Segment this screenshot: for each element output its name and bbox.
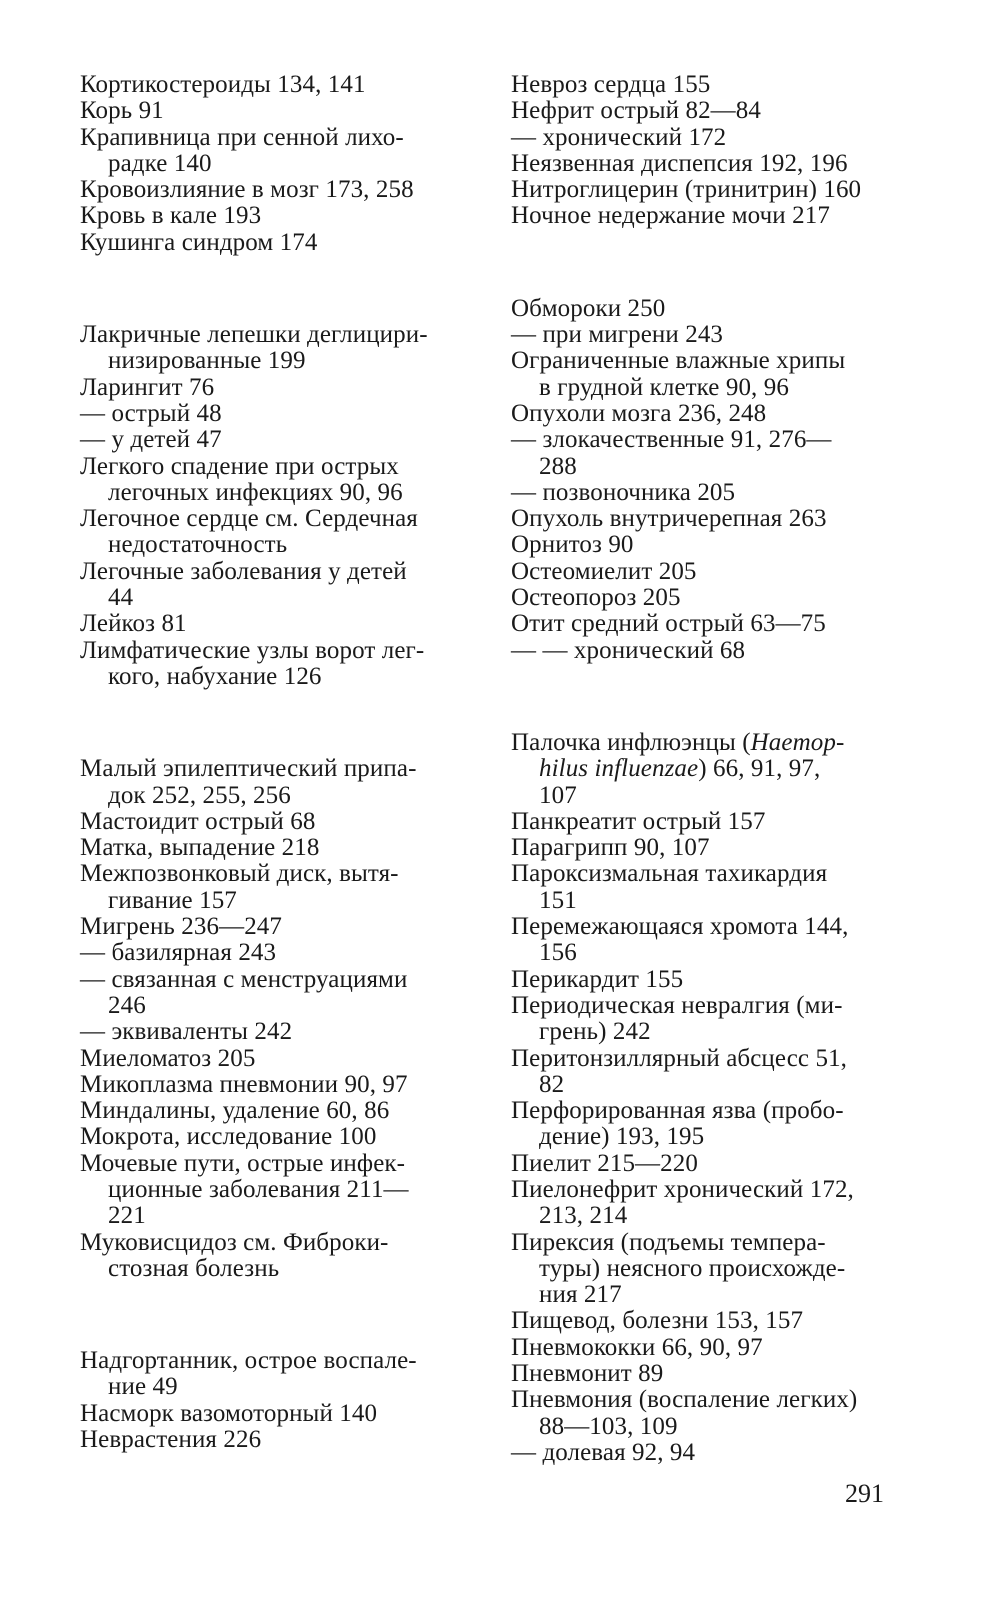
entry-text: Отит средний острый 63—75 bbox=[511, 610, 826, 638]
index-entry bbox=[511, 861, 903, 914]
entry-text: Муковисцидоз см. Фиброки- bbox=[80, 1228, 389, 1256]
index-entry bbox=[511, 1177, 903, 1230]
entry-continuation: 156 bbox=[539, 939, 577, 967]
entry-continuation: гивание 157 bbox=[108, 886, 237, 914]
entry-text: — при мигрени 243 bbox=[511, 321, 724, 349]
entry-continuation: кого, набухание 126 bbox=[108, 662, 322, 690]
entry-text: Кушинга синдром 174 bbox=[80, 228, 318, 256]
index-group-p bbox=[511, 730, 903, 1466]
index-entry bbox=[511, 203, 903, 229]
entry-text: Малый эпилептический припа- bbox=[80, 755, 417, 783]
index-entry bbox=[80, 1230, 472, 1283]
index-entry bbox=[80, 177, 472, 203]
entry-text: Корь 91 bbox=[80, 97, 164, 125]
entry-continuation: 246 bbox=[108, 991, 146, 1019]
entry-text: Кровоизлияние в мозг 173, 258 bbox=[80, 176, 414, 204]
entry-continuation: 221 bbox=[108, 1202, 146, 1230]
index-entry bbox=[80, 322, 472, 375]
entry-text: Пневмонит 89 bbox=[511, 1360, 664, 1388]
index-entry bbox=[511, 506, 903, 532]
index-entry bbox=[80, 1348, 472, 1401]
page-number: 291 bbox=[845, 1479, 884, 1508]
entry-continuation: 288 bbox=[539, 452, 577, 480]
index-entry bbox=[80, 98, 472, 124]
entry-text: Лакричные лепешки деглицири- bbox=[80, 321, 428, 349]
index-entry bbox=[80, 427, 472, 453]
index-group-n-cont bbox=[511, 72, 903, 230]
index-group-o bbox=[511, 296, 903, 664]
index-entry bbox=[80, 454, 472, 507]
entry-continuation: 151 bbox=[539, 886, 577, 914]
index-entry bbox=[80, 914, 472, 940]
entry-text: Пиелит 215—220 bbox=[511, 1149, 698, 1177]
entry-continuation: ния 217 bbox=[539, 1281, 622, 1309]
index-entry bbox=[80, 230, 472, 256]
entry-text: Периодическая невралгия (ми- bbox=[511, 991, 843, 1019]
entry-text: — долевая 92, 94 bbox=[511, 1438, 696, 1466]
entry-text: — эквиваленты 242 bbox=[80, 1018, 293, 1046]
entry-text: Ларингит 76 bbox=[80, 373, 215, 401]
entry-continuation bbox=[511, 756, 903, 782]
index-entry bbox=[511, 322, 903, 348]
entry-text: Орнитоз 90 bbox=[511, 531, 634, 559]
index-entry bbox=[511, 1387, 903, 1440]
entry-text: Опухоль внутричерепная 263 bbox=[511, 505, 827, 533]
index-entry bbox=[80, 1046, 472, 1072]
entry-text: Лейкоз 81 bbox=[80, 610, 187, 638]
entry-continuation: дение) 193, 195 bbox=[539, 1123, 705, 1151]
index-column-left bbox=[80, 72, 472, 1519]
entry-text: Парагрипп 90, 107 bbox=[511, 834, 710, 862]
index-entry bbox=[511, 1151, 903, 1177]
entry-text: Легкого спадение при острых bbox=[80, 452, 399, 480]
entry-continuation: легочных инфекциях 90, 96 bbox=[108, 478, 403, 506]
entry-continuation: ние 49 bbox=[108, 1373, 178, 1401]
entry-text: — базилярная 243 bbox=[80, 939, 277, 967]
index-entry bbox=[80, 809, 472, 835]
entry-text: Неврастения 226 bbox=[80, 1426, 262, 1454]
entry-text: Обмороки 250 bbox=[511, 294, 666, 322]
entry-continuation: 88—103, 109 bbox=[539, 1412, 678, 1440]
index-entry bbox=[511, 151, 903, 177]
index-entry bbox=[80, 1124, 472, 1150]
index-column-right bbox=[511, 72, 903, 1532]
entry-italic-text: hilus influenzae bbox=[539, 755, 699, 783]
entry-text: Нитроглицерин (тринитрин) 160 bbox=[511, 176, 862, 204]
entry-text: Пирексия (подъемы темпера- bbox=[511, 1228, 826, 1256]
entry-continuation: в грудной клетке 90, 96 bbox=[539, 373, 789, 401]
index-group-n bbox=[80, 1348, 472, 1453]
index-entry bbox=[80, 940, 472, 966]
index-entry bbox=[80, 1098, 472, 1124]
entry-text: Миндалины, удаление 60, 86 bbox=[80, 1097, 390, 1125]
entry-text: Неязвенная диспепсия 192, 196 bbox=[511, 149, 848, 177]
index-entry bbox=[511, 1361, 903, 1387]
index-entry bbox=[80, 559, 472, 612]
index-entry bbox=[80, 1072, 472, 1098]
index-group-l bbox=[80, 322, 472, 690]
index-group-k bbox=[80, 72, 472, 256]
entry-text: Пищевод, болезни 153, 157 bbox=[511, 1307, 804, 1335]
entry-text: Невроз сердца 155 bbox=[511, 71, 711, 98]
entry-text: Пневмония (воспаление легких) bbox=[511, 1386, 858, 1414]
entry-continuation: 107 bbox=[539, 781, 577, 809]
entry-text: Насморк вазомоторный 140 bbox=[80, 1399, 378, 1427]
index-entry bbox=[511, 401, 903, 427]
index-entry bbox=[511, 1098, 903, 1151]
index-entry bbox=[511, 914, 903, 967]
index-entry bbox=[511, 1335, 903, 1361]
entry-italic-text: Haemop- bbox=[750, 728, 845, 756]
entry-text: Ограниченные влажные хрипы bbox=[511, 347, 846, 375]
entry-text: Крапивница при сенной лихо- bbox=[80, 123, 404, 151]
entry-text: — хронический 172 bbox=[511, 123, 727, 151]
index-entry bbox=[511, 72, 903, 98]
index-entry bbox=[511, 835, 903, 861]
entry-text: Пароксизмальная тахикардия bbox=[511, 860, 828, 888]
entry-text: Опухоли мозга 236, 248 bbox=[511, 399, 767, 427]
entry-text: — у детей 47 bbox=[80, 426, 222, 454]
index-entry bbox=[80, 861, 472, 914]
entry-text: Матка, выпадение 218 bbox=[80, 834, 320, 862]
entry-continuation: 44 bbox=[108, 584, 134, 612]
entry-text: Легочные заболевания у детей bbox=[80, 557, 407, 585]
index-entry bbox=[80, 967, 472, 1020]
entry-text: ) 66, 91, 97, bbox=[698, 755, 821, 783]
entry-text: Мигрень 236—247 bbox=[80, 913, 282, 941]
entry-text: Пневмококки 66, 90, 97 bbox=[511, 1333, 763, 1361]
entry-text: Палочка инфлюэнцы ( bbox=[511, 728, 751, 756]
entry-text: Пиелонефрит хронический 172, bbox=[511, 1175, 854, 1203]
index-entry bbox=[80, 203, 472, 229]
index-entry bbox=[511, 1308, 903, 1334]
entry-continuation: радке 140 bbox=[108, 149, 212, 177]
index-entry bbox=[80, 835, 472, 861]
entry-text: Легочное сердце см. Сердечная bbox=[80, 505, 418, 533]
entry-continuation: 213, 214 bbox=[539, 1202, 628, 1230]
entry-continuation: 82 bbox=[539, 1070, 565, 1098]
index-entry bbox=[80, 1427, 472, 1453]
entry-text: Мастоидит острый 68 bbox=[80, 807, 316, 835]
index-entry bbox=[511, 532, 903, 558]
index-entry bbox=[80, 401, 472, 427]
entry-text: Перитонзиллярный абсцесс 51, bbox=[511, 1044, 848, 1072]
entry-text: Микоплазма пневмонии 90, 97 bbox=[80, 1070, 408, 1098]
index-entry bbox=[80, 1401, 472, 1427]
entry-text: — связанная с менструациями bbox=[80, 965, 408, 993]
index-entry bbox=[511, 559, 903, 585]
index-entry bbox=[80, 1151, 472, 1230]
index-entry bbox=[511, 1046, 903, 1099]
index-entry bbox=[80, 638, 472, 691]
entry-text: Лимфатические узлы ворот лег- bbox=[80, 636, 425, 664]
entry-text: Остеомиелит 205 bbox=[511, 557, 697, 585]
entry-text: Ночное недержание мочи 217 bbox=[511, 202, 830, 230]
entry-text: Мокрота, исследование 100 bbox=[80, 1123, 377, 1151]
entry-text: — острый 48 bbox=[80, 399, 222, 427]
entry-continuation: недостаточность bbox=[108, 531, 288, 559]
index-entry bbox=[80, 611, 472, 637]
entry-text: Надгортанник, острое воспале- bbox=[80, 1347, 417, 1375]
index-entry bbox=[511, 638, 903, 664]
entry-text: Миеломатоз 205 bbox=[80, 1044, 256, 1072]
entry-text: Кортикостероиды 134, 141 bbox=[80, 71, 366, 98]
entry-text: Панкреатит острый 157 bbox=[511, 807, 766, 835]
entry-text: Нефрит острый 82—84 bbox=[511, 97, 761, 125]
entry-continuation: низированные 199 bbox=[108, 347, 306, 375]
index-entry bbox=[80, 756, 472, 809]
index-entry bbox=[80, 506, 472, 559]
entry-text: Перемежающаяся хромота 144, bbox=[511, 913, 849, 941]
index-entry bbox=[511, 480, 903, 506]
index-entry bbox=[511, 296, 903, 322]
index-entry bbox=[511, 585, 903, 611]
index-entry bbox=[80, 375, 472, 401]
entry-text: Кровь в кале 193 bbox=[80, 202, 262, 230]
entry-text: — позвоночника 205 bbox=[511, 478, 736, 506]
index-entry bbox=[511, 809, 903, 835]
entry-continuation: ционные заболевания 211— bbox=[108, 1175, 409, 1203]
entry-continuation: туры) неясного происхожде- bbox=[539, 1254, 846, 1282]
index-entry bbox=[511, 611, 903, 637]
entry-text: Перфорированная язва (пробо- bbox=[511, 1097, 844, 1125]
entry-text: — злокачественные 91, 276— bbox=[511, 426, 832, 454]
index-entry bbox=[511, 730, 903, 809]
entry-text: Перикардит 155 bbox=[511, 965, 684, 993]
entry-text: — — хронический 68 bbox=[511, 636, 746, 664]
entry-text: Мочевые пути, острые инфек- bbox=[80, 1149, 406, 1177]
entry-text: Остеопороз 205 bbox=[511, 584, 681, 612]
index-entry bbox=[511, 177, 903, 203]
entry-text: Межпозвонковый диск, вытя- bbox=[80, 860, 399, 888]
entry-continuation: стозная болезнь bbox=[108, 1254, 280, 1282]
index-group-m bbox=[80, 756, 472, 1282]
index-entry bbox=[511, 98, 903, 124]
index-entry bbox=[511, 1230, 903, 1309]
entry-continuation: док 252, 255, 256 bbox=[108, 781, 291, 809]
index-entry bbox=[511, 967, 903, 993]
index-entry bbox=[511, 348, 903, 401]
index-entry bbox=[511, 125, 903, 151]
index-entry bbox=[511, 1440, 903, 1466]
index-entry bbox=[511, 993, 903, 1046]
entry-continuation: грень) 242 bbox=[539, 1018, 651, 1046]
index-entry bbox=[80, 1019, 472, 1045]
index-entry bbox=[80, 72, 472, 98]
index-entry bbox=[511, 427, 903, 480]
index-entry bbox=[80, 125, 472, 178]
